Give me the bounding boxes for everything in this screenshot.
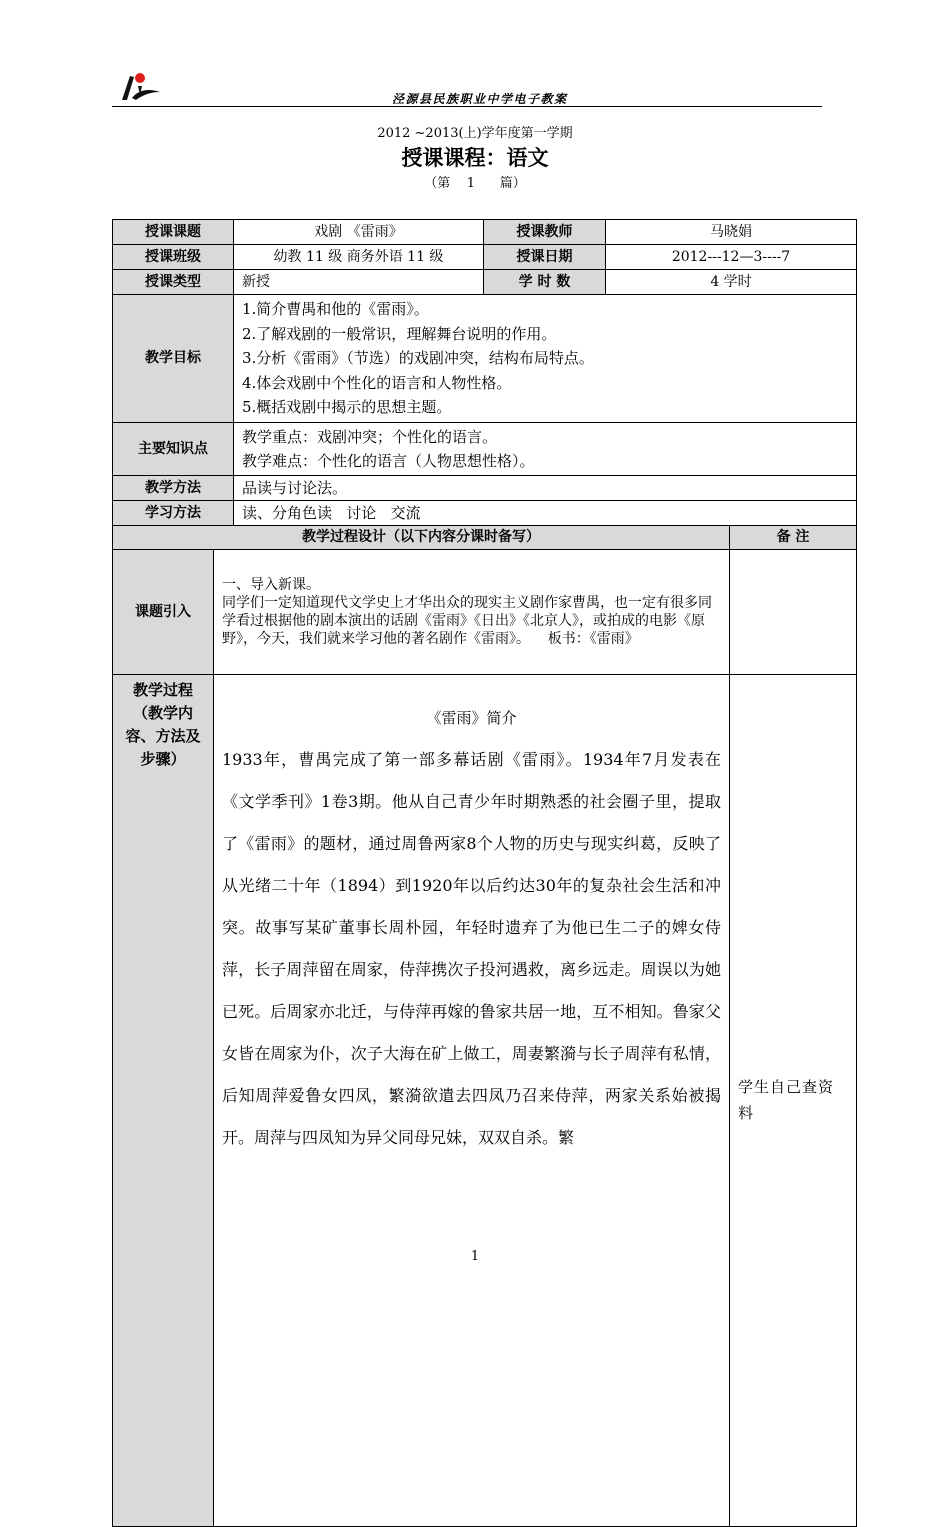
hours-label: 学 时 数 bbox=[484, 270, 606, 295]
goal-item: 4.体会戏剧中个性化的语言和人物性格。 bbox=[242, 373, 512, 392]
table-row bbox=[113, 220, 857, 245]
goal-item: 5.概括戏剧中揭示的思想主题。 bbox=[242, 398, 452, 416]
table-row bbox=[113, 295, 857, 423]
date-value: 2012---12—3----7 bbox=[606, 245, 857, 270]
teach-method-value: 品读与讨论法。 bbox=[234, 475, 857, 500]
course-title: 授课课程：语文 bbox=[401, 145, 549, 170]
type-label: 授课类型 bbox=[113, 270, 234, 295]
notes-header: 备 注 bbox=[730, 525, 857, 549]
knowledge-list bbox=[234, 422, 857, 475]
table-row bbox=[113, 549, 857, 674]
topic-label: 授课课题 bbox=[113, 220, 234, 245]
teacher-value: 马晓娟 bbox=[606, 220, 857, 245]
knowledge-label: 主要知识点 bbox=[113, 422, 234, 475]
table-row bbox=[113, 500, 857, 525]
knowledge-item: 教学重点：戏剧冲突；个性化的语言。 bbox=[242, 427, 498, 446]
teacher-label: 授课教师 bbox=[484, 220, 606, 245]
goal-item: 1.简介曹禺和他的《雷雨》。 bbox=[242, 300, 429, 318]
table-row bbox=[113, 674, 857, 1526]
intro-label: 课题引入 bbox=[113, 549, 214, 674]
table-row bbox=[113, 245, 857, 270]
page-number: 1 bbox=[470, 1249, 480, 1264]
chapter-number: （第 1 篇） bbox=[424, 176, 526, 191]
date-label: 授课日期 bbox=[484, 245, 606, 270]
section-title: 《雷雨》简介 bbox=[426, 708, 517, 727]
header-divider bbox=[112, 106, 822, 107]
semester-line: 2012 ~2013(上)学年度第一学期 bbox=[377, 126, 573, 141]
type-value: 新授 bbox=[234, 270, 484, 295]
hours-value: 4 学时 bbox=[606, 270, 857, 295]
table-row bbox=[113, 422, 857, 475]
goals-label: 教学目标 bbox=[113, 295, 234, 423]
intro-content bbox=[214, 549, 730, 674]
table-row bbox=[113, 525, 857, 549]
school-header-title: 泾源县民族职业中学电子教案 bbox=[392, 92, 568, 106]
knowledge-item: 教学难点：个性化的语言（人物思想性格）。 bbox=[242, 451, 535, 470]
study-method-label: 学习方法 bbox=[113, 500, 234, 525]
process-design-header: 教学过程设计（以下内容分课时备写） bbox=[113, 525, 730, 549]
section-body: 1933年，曹禺完成了第一部多幕话剧《雷雨》。1934年7月发表在《文学季刊》1卷3期。他从自己青少年时期熟悉的社会圈子里，提取了《雷雨》的题材，通过周鲁两家8个人物的历史与现实纠葛，反映了从光绪二十年（1894）到1920年以后约达30年的复杂社会生活和冲突。故事写某矿董事长周朴园，年轻时遗弃了为他已生二子的婢女侍萍，长子周萍留在周家，侍萍携次子投河遇救，离乡远走。周误以为她已死。后周家亦北迁，与侍萍再嫁的鲁家共居一地，互不相知。鲁家父女皆在周家为仆，次子大海在矿上做工，周妻繁漪与长子周萍有私情，后知周萍爱鲁女四凤，繁漪欲遣去四凤乃召来侍萍，两家关系始被揭开。周萍与四凤知为异父同母兄妹，双双自杀。繁 bbox=[222, 749, 721, 1147]
school-logo-icon bbox=[118, 68, 162, 104]
topic-value: 戏剧 《雷雨》 bbox=[234, 220, 484, 245]
goal-item: 3.分析《雷雨》（节选）的戏剧冲突，结构布局特点。 bbox=[242, 349, 594, 367]
intro-notes bbox=[730, 549, 857, 674]
study-method-value: 读、分角色读 讨论 交流 bbox=[234, 500, 857, 525]
lesson-plan-table bbox=[112, 219, 857, 1527]
class-value: 幼教 11 级 商务外语 11 级 bbox=[234, 245, 484, 270]
goals-list bbox=[234, 295, 857, 423]
process-content bbox=[214, 674, 730, 1526]
goal-item: 2.了解戏剧的一般常识，理解舞台说明的作用。 bbox=[242, 324, 557, 343]
table-row bbox=[113, 270, 857, 295]
table-row bbox=[113, 475, 857, 500]
class-label: 授课班级 bbox=[113, 245, 234, 270]
process-label: 教学过程（教学内容、方法及步骤） bbox=[113, 674, 214, 1526]
process-note: 学生自己查资料 bbox=[730, 674, 857, 1526]
intro-line: 同学们一定知道现代文学史上才华出众的现实主义剧作家曹禺，也一定有很多同学看过根据他的剧本演出的话剧《雷雨》《日出》《北京人》，或拍成的电影《原野》，今天，我们就来学习他的著名剧作《雷雨》。 板书：《雷雨》 bbox=[222, 594, 712, 647]
intro-line: 一、导入新课。 bbox=[222, 576, 320, 593]
teach-method-label: 教学方法 bbox=[113, 475, 234, 500]
